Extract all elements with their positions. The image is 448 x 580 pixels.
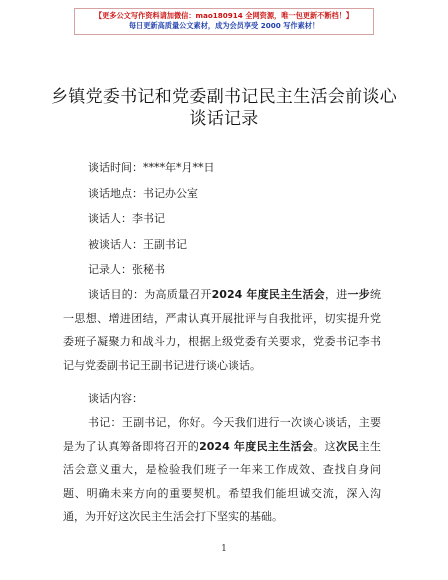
- promo-banner: [74, 8, 374, 35]
- speech-prefix: 书记：王副书记，你好。今天我们进行一次谈心谈话，主要是为了认真筹备即将召开的: [63, 416, 381, 453]
- speech-suffix: 主生活会意义重大，是检验我们班子一年来工作成效、查找自身问题、明确未来方向的重要契机。希望我们能坦诚交流，深入沟通，为开好这次民主生活会打下坚实的基础。: [63, 439, 382, 523]
- purpose-mid: ，进: [325, 288, 348, 301]
- purpose-bold-1: 2024 年度民主生活会: [211, 288, 326, 301]
- promo-line-1: 【更多公文写作资料请加微信：mao180914 全网资源，唯一包更新不断档！】: [94, 11, 354, 20]
- field-talker: 谈话人：李书记: [88, 212, 165, 225]
- page-number: 1: [221, 544, 227, 554]
- content-label: 谈话内容：: [88, 392, 143, 405]
- speech-mid: 。这: [313, 439, 336, 453]
- field-talkee: 被谈话人：王副书记: [88, 238, 187, 251]
- speech-bold-1: 2024 年度民主生活会: [199, 439, 314, 453]
- purpose-bold-2: 一步: [347, 288, 370, 301]
- speech-paragraph: [63, 411, 381, 529]
- field-time: 谈话时间：****年*月**日: [88, 161, 215, 174]
- purpose-suffix: 统一思想、增进团结，严肃认真开展批评与自我批评，切实提升党委班子凝聚力和战斗力，根据上级党委有关要求，党委书记李书记与党委副书记王副书记进行谈心谈话。: [63, 288, 381, 372]
- speech-bold-2: 次民: [335, 439, 359, 453]
- purpose-prefix: 谈话目的：为高质量召开: [88, 288, 212, 301]
- field-recorder: 记录人：张秘书: [88, 263, 165, 276]
- document-title-line-1: 乡镇党委书记和党委副书记民主生活会前谈心: [51, 87, 397, 107]
- document-title-line-2: 谈话记录: [189, 109, 259, 129]
- purpose-paragraph: [63, 283, 381, 377]
- promo-line-2: 每日更新高质量公文素材，成为会员享受 2000 写作素材！: [128, 21, 320, 30]
- field-place: 谈话地点：书记办公室: [88, 187, 198, 200]
